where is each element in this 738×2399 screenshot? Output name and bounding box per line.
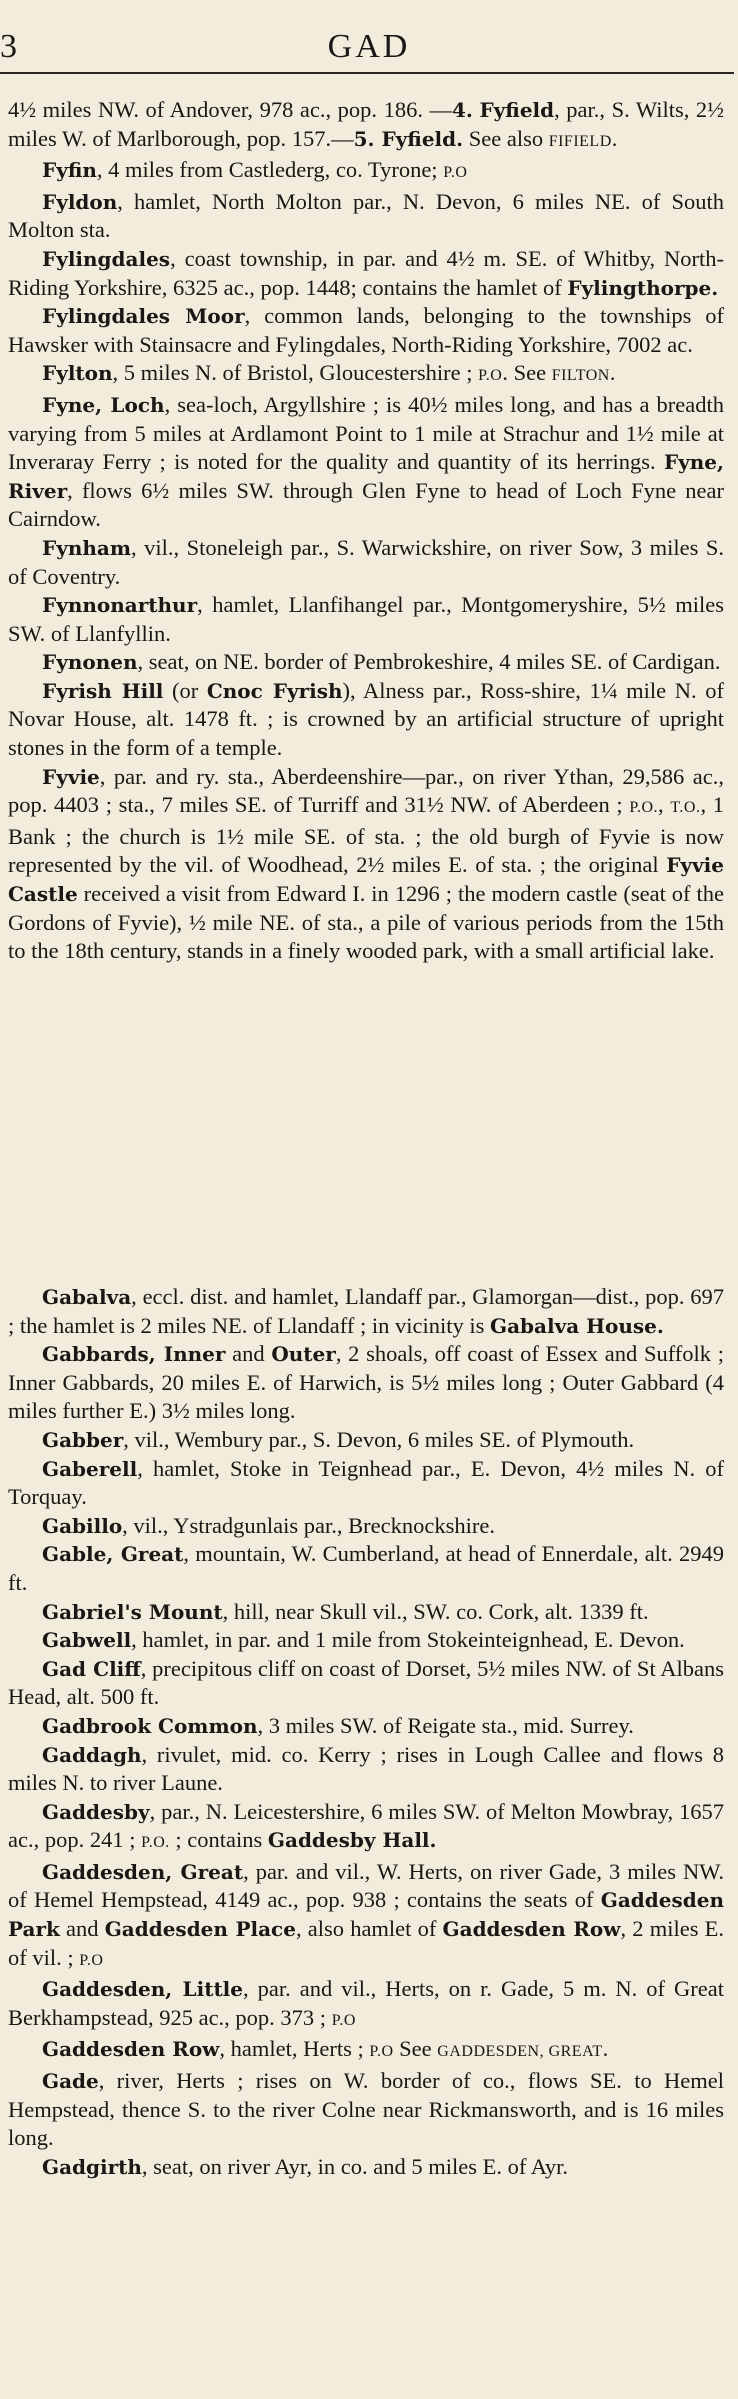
entry-text: , hamlet, Stoke in Teignhead par., E. Devon, 4½ miles N. of Torquay. [8,1455,724,1510]
entry-headword: Gaddesden, Great [42,1859,244,1884]
entry-text: , coast township, in par. and 4½ m. SE. of Whitby, North-Riding Yorkshire, 6325 ac., pop. 1448; contains the hamlet of [8,245,724,300]
entry-text: . [611,125,618,151]
entry-headword: 4. [452,98,473,122]
entry-text: , 1 Bank ; the church is 1½ mile SE. of sta. ; the old burgh of Fyvie is now represented by the vil. of Woodhead, 2½ miles E. of sta. ; the original [8,792,725,878]
entry-headword: Gaberell [42,1456,138,1481]
gazetteer-entry [8,156,724,188]
entry-headword: Gabalva House. [490,1313,664,1338]
entry-headword: Outer [271,1342,336,1367]
entry-abbrev: P.O [369,2043,394,2061]
entry-headword: Gad Cliff [42,1656,141,1681]
entry-abbrev: P.O. [141,1834,170,1852]
entry-text: , hamlet, in par. and 1 mile from Stokeinteignhead, E. Devon. [131,1627,685,1653]
gazetteer-entry [8,677,724,763]
gazetteer-entry [8,2067,724,2153]
entry-headword: Fyvie Castle [8,853,724,907]
entry-headword: Gadgirth [42,2154,142,2179]
entry-headword: Fylingdales [42,246,171,271]
gazetteer-entry [8,1712,724,1741]
gazetteer-entry [8,648,724,677]
entry-text: , par. and vil., Herts, on r. Gade, 5 m. N. of Great Berkhampstead, 925 ac., pop. 373 ; [8,1976,724,2030]
entry-abbrev: P.O [331,2011,356,2029]
entry-abbrev: GADDESDEN, GREAT [437,2043,603,2061]
entry-text: , seat, on NE. border of Pembrokeshire, 4 miles SE. of Cardigan. [137,649,721,675]
entry-headword: Fynham [42,535,132,560]
entry-text: , precipitous cliff on coast of Dorset, 5½ miles NW. of St Albans Head, alt. 500 ft. [8,1655,725,1710]
gazetteer-entry [8,391,724,534]
entry-text: , vil., Stoneleigh par., S. Warwickshire, on river Sow, 3 miles S. of Coventry. [8,534,724,589]
entry-abbrev: P.O [443,164,468,182]
entry-text: 4½ miles NW. of Andover, 978 ac., pop. 186. — [8,97,453,122]
entry-text: , common lands, belonging to the townships of Hawsker with Stainsacre and Fylingdales, North-Riding Yorkshire, 7002 ac. [8,303,724,357]
entry-headword: Gaddesden, Little [42,1977,243,2002]
header-rule [0,72,734,74]
entry-text: , par., N. Leicestershire, 6 miles SW. of Melton Mowbray, 1657 ac., pop. 241 ; [8,1798,724,1853]
entry-text: received a visit from Edward I. in 1296 ; the modern castle (seat of the Gordons of Fyvie), ½ mile NE. of sta., a pile of various periods from the 15th to the 18th century, stands in a finely wooded park, with a small artificial lake. [8,881,724,964]
entry-headword: Cnoc Fyrish [206,678,343,703]
gazetteer-entry [8,1798,724,1858]
gazetteer-entry [8,591,724,648]
gazetteer-entry [8,96,724,156]
entry-headword: Fyldon [42,189,118,214]
entry-text: and [59,1916,105,1942]
entry-text: , hill, near Skull vil., SW. co. Cork, alt. 1339 ft. [222,1598,649,1624]
page-header [0,28,738,66]
entry-text: , par. and vil., W. Herts, on river Gade, 3 miles NW. of Hemel Hempstead, 4149 ac., pop. 938 ; contains the seats of [8,1858,724,1913]
entry-abbrev: FIFIELD [548,132,612,150]
entry-headword: Fyfield [479,98,555,122]
gazetteer-entry [8,245,724,302]
gazetteer-entry [8,1283,724,1340]
entry-headword: Gable, Great [42,1542,184,1567]
entry-headword: Gabalva [42,1285,132,1309]
gazetteer-entry [8,763,724,966]
entry-text: , 2 shoals, off coast of Essex and Suffolk ; Inner Gabbards, 20 miles E. of Harwich, is 5½ miles long ; Outer Gabbard (4 miles further E.) 3½ miles long. [8,1341,724,1424]
gazetteer-entry [8,2035,724,2067]
entry-headword: Gabriel's Mount [42,1599,223,1624]
entry-text: , 3 miles SW. of Reigate sta., mid. Surrey. [257,1712,634,1738]
entry-text: , hamlet, North Molton par., N. Devon, 6 miles NE. of South Molton sta. [8,188,724,243]
gazetteer-entry [8,1858,724,1975]
entries-column-bottom [8,1283,724,2181]
entry-text: , river, Herts ; rises on W. border of co., flows SE. to Hemel Hempstead, thence S. to the river Colne near Rickmansworth, and is 16 miles long. [8,2068,724,2151]
entry-text: , hamlet, Herts ; [219,2036,370,2062]
gazetteer-entry [8,1540,724,1597]
entry-text: , vil., Ystradgunlais par., Brecknockshire. [122,1512,495,1538]
gazetteer-entry [8,188,724,245]
entry-text: , seat, on river Ayr, in co. and 5 miles E. of Ayr. [141,2153,569,2179]
gazetteer-entry [8,1455,724,1512]
running-head: GAD [327,28,411,65]
entry-headword: Gaddagh [42,1742,142,1767]
entry-headword: Fyne, Loch [42,392,165,417]
entry-text: , eccl. dist. and hamlet, Llandaff par., Glamorgan—dist., pop. 697 ; the hamlet is 2 miles NE. of Llandaff ; in vicinity is [8,1284,724,1338]
entry-text: , [658,792,671,818]
entry-headword: Fylton [42,361,113,386]
entry-text: See also [463,125,549,151]
entry-headword: Gaddesby [42,1799,150,1824]
entry-headword: Gabwell [42,1628,132,1653]
entry-headword: Gaddesden Park [8,1888,724,1942]
gazetteer-entry [8,2153,724,2182]
entry-text: (or [163,677,207,703]
entry-abbrev: T.O. [670,799,701,817]
entry-text: . See [502,360,552,386]
entry-text: , sea-loch, Argyllshire ; is 40½ miles long, and has a breadth varying from 5 miles at Ardlamont Point to 1 mile at Strachur and 1½ mile at Inveraray Ferry ; is noted for the quality and quantity of its herrings. [8,391,725,475]
entry-abbrev: FILTON [551,367,610,385]
entry-headword: Fylingthorpe. [567,275,719,300]
page-number: 3 [0,28,17,65]
entry-text: ; contains [169,1827,268,1853]
entry-headword: Gabillo [42,1513,123,1538]
entry-headword: 5. Fyfield. [353,126,464,151]
entry-abbrev: P.O. [629,799,659,817]
entry-headword: Gaddesden Row [42,2037,220,2062]
gazetteer-entry [8,1975,724,2035]
entry-text: , 5 miles N. of Bristol, Gloucestershire ; [112,360,479,386]
entry-text: , hamlet, Llanfihangel par., Montgomeryshire, 5½ miles SW. of Llanfyllin. [8,592,724,646]
entry-text: , rivulet, mid. co. Kerry ; rises in Lough Callee and flows 8 miles N. to river Laune. [8,1741,724,1796]
gazetteer-entry [8,1598,724,1627]
entry-headword: Fylingdales Moor [42,304,245,329]
entry-headword: Gaddesden Place [104,1917,296,1942]
entry-headword: Fynnonarthur [42,593,198,618]
entry-headword: Fynonen [42,650,138,675]
entry-abbrev: P.O [79,1951,104,1969]
entry-headword: Fyfin [42,158,97,183]
entry-headword: Fyrish Hill [42,678,164,703]
gazetteer-entry [8,1426,724,1455]
gazetteer-entry [8,359,724,391]
entries-column-top [8,96,724,966]
entry-text: , par., S. Wilts, 2½ miles W. of Marlborough, pop. 157.— [8,97,724,151]
entry-text: , 2 miles E. of vil. ; [8,1916,724,1970]
entry-text: . [602,2036,609,2062]
entry-text: , 4 miles from Castlederg, co. Tyrone; [96,157,444,183]
entry-abbrev: P.O [478,367,503,385]
entry-text: ), Alness par., Ross-shire, 1¼ mile N. of Novar House, alt. 1478 ft. ; is crowned by an artificial structure of upright stones in the form of a temple. [8,677,724,761]
entry-headword: Gaddesby Hall. [267,1828,437,1853]
entry-headword: Fyne, River [8,450,724,503]
entry-text: . [609,360,616,386]
gazetteer-entry [8,1655,724,1712]
entry-headword: Gaddesden Row [442,1917,621,1942]
gazetteer-entry [8,302,724,359]
entry-headword: Gabbards, Inner [42,1342,226,1367]
gazetteer-entry [8,1626,724,1655]
gazetteer-entry [8,1741,724,1798]
entry-text: , flows 6½ miles SW. through Glen Fyne to head of Loch Fyne near Cairndow. [8,477,724,532]
entry-text: See [393,2036,438,2062]
entry-text: , par. and ry. sta., Aberdeenshire—par., on river Ythan, 29,586 ac., pop. 4403 ; sta., 7 miles SE. of Turriff and 31½ NW. of Aberdeen ; [8,763,724,818]
gazetteer-entry [8,1512,724,1541]
entry-text: and [225,1341,272,1367]
gazetteer-entry [8,1340,724,1426]
entry-text: , mountain, W. Cumberland, at head of Ennerdale, alt. 2949 ft. [8,1541,725,1595]
entry-text: , vil., Wembury par., S. Devon, 6 miles SE. of Plymouth. [123,1426,635,1452]
entry-headword: Gade [42,2069,99,2094]
gazetteer-entry [8,534,724,591]
entry-text: , also hamlet of [295,1916,443,1942]
entry-headword: Fyvie [42,764,100,789]
entry-headword: Gadbrook Common [42,1713,258,1738]
entry-headword: Gabber [42,1427,124,1452]
